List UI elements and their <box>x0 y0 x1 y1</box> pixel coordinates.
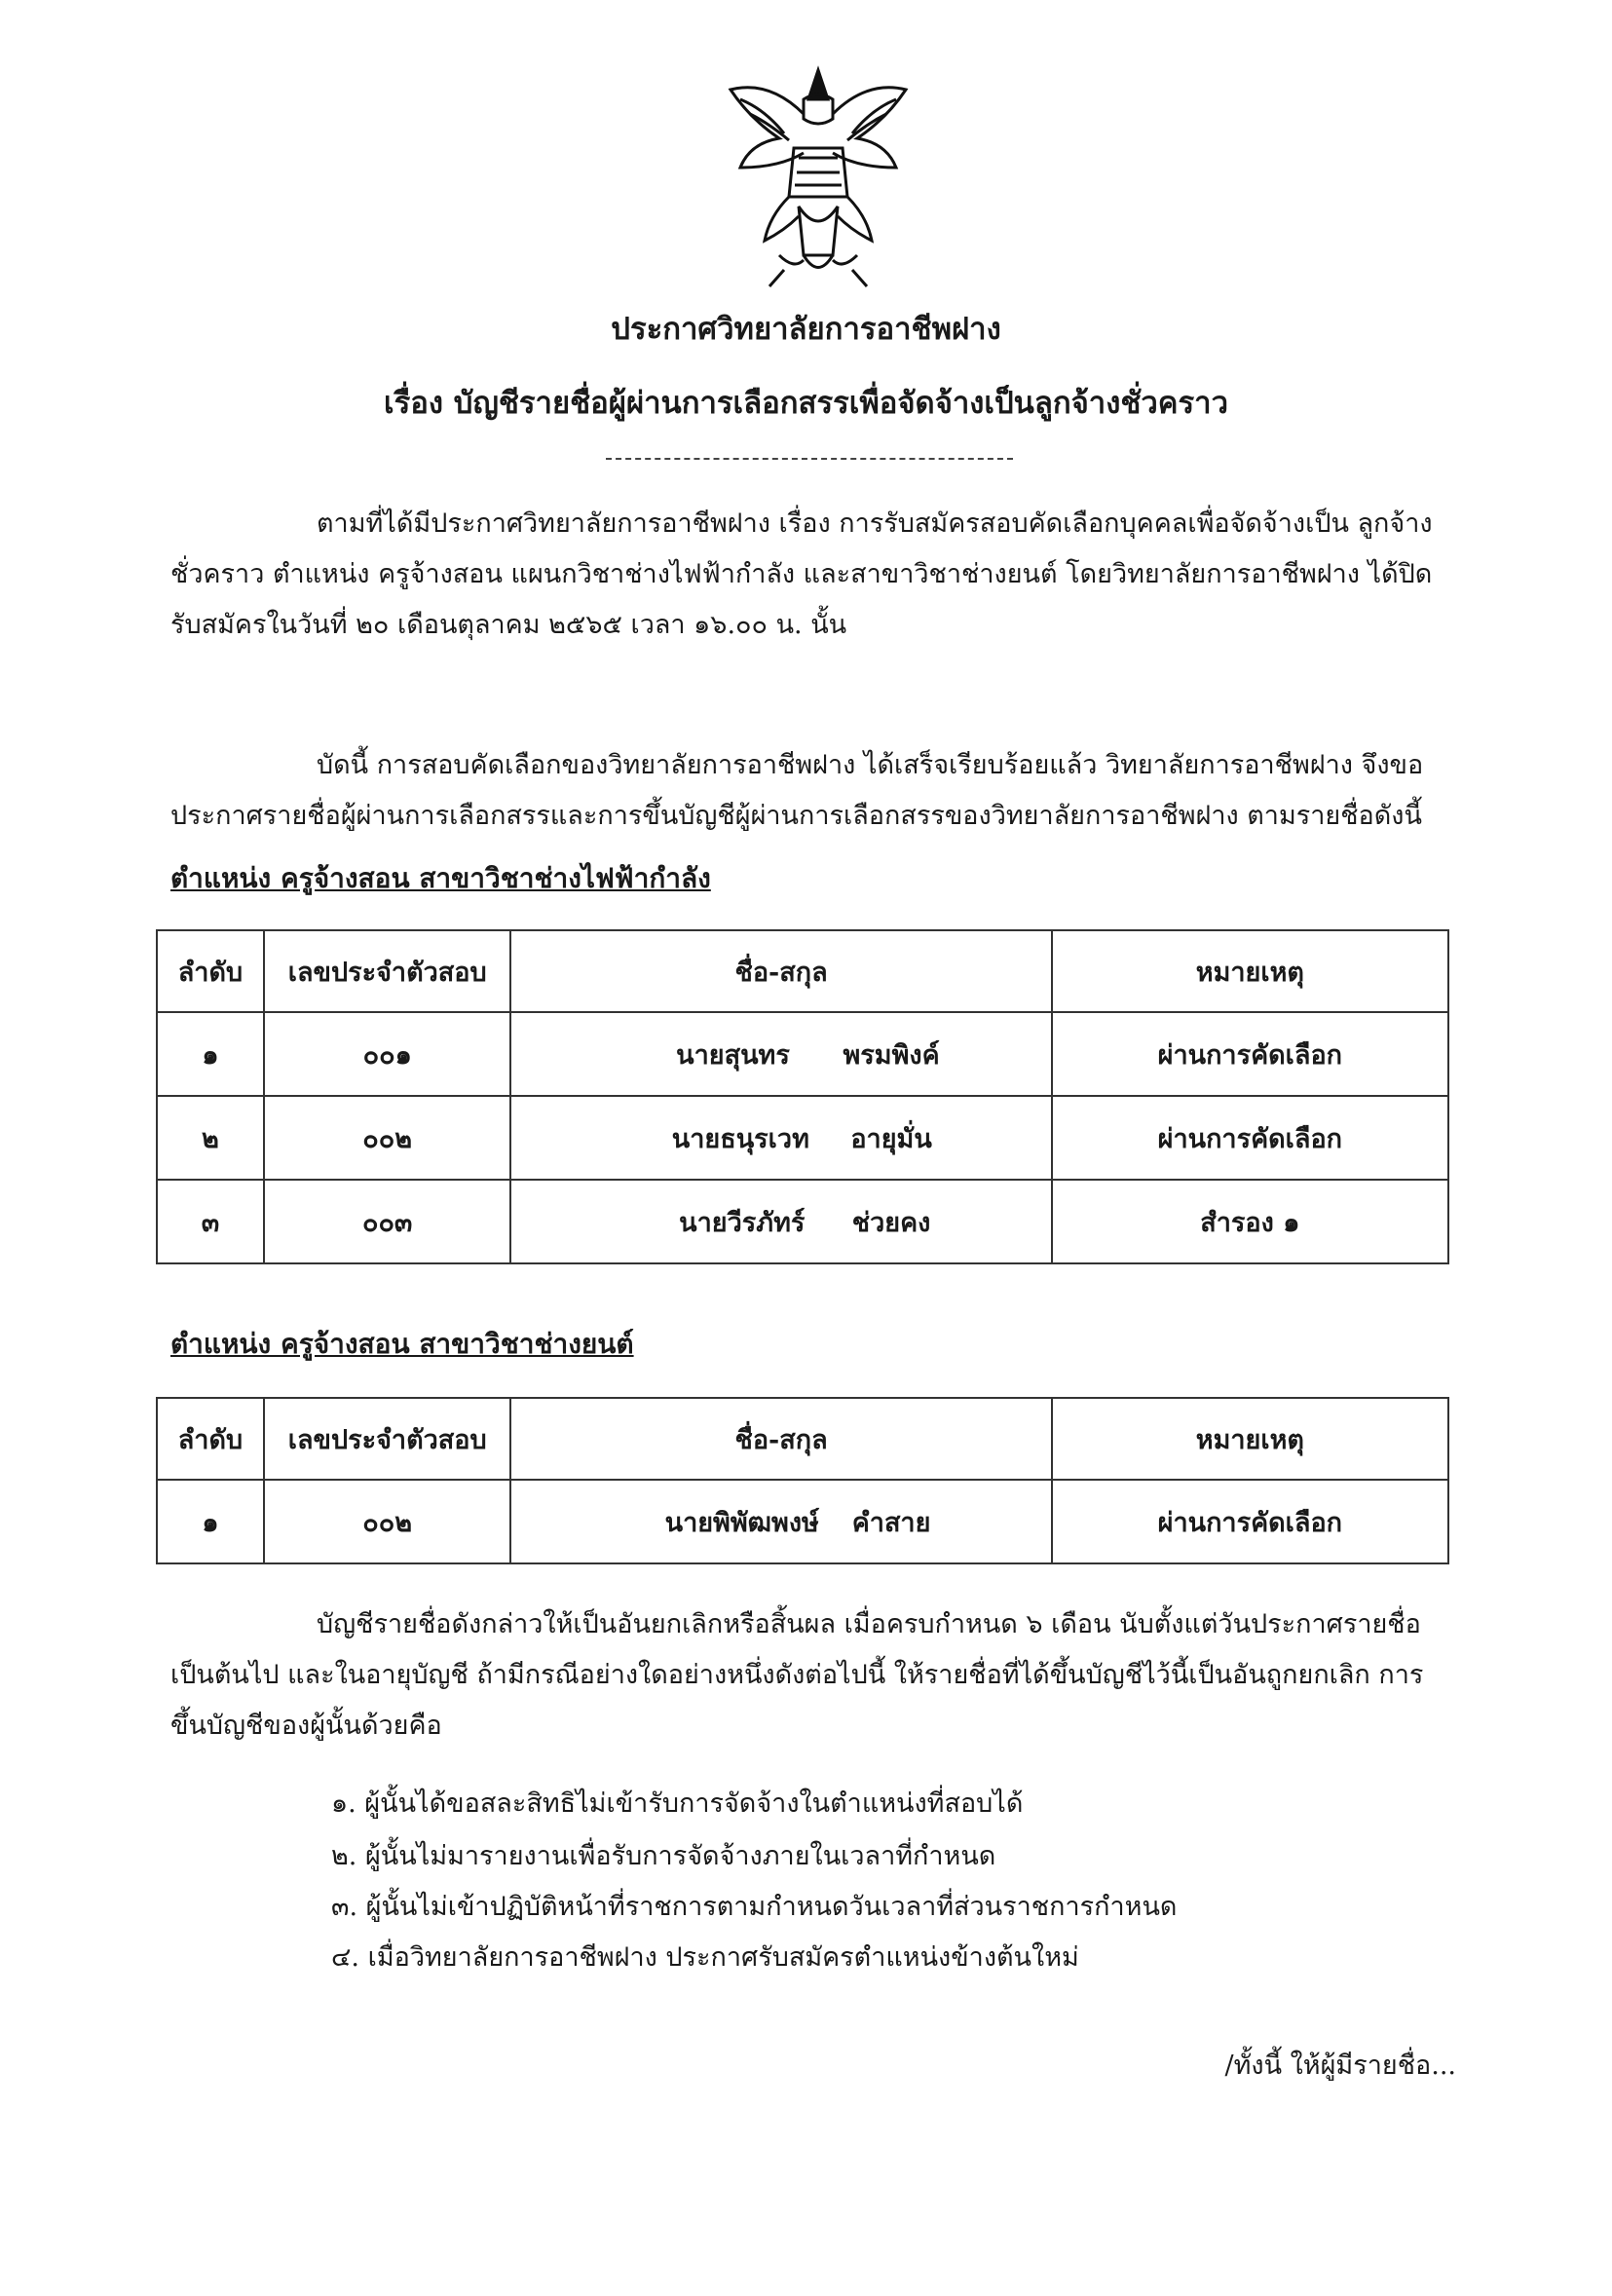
announcement-subject: เรื่อง บัญชีรายชื่อผู้ผ่านการเลือกสรรเพื่อจัดจ้างเป็นลูกจ้างชั่วคราว <box>383 386 1228 421</box>
cell-name <box>510 1012 1051 1096</box>
header-remark: หมายเหตุ <box>1052 1398 1448 1480</box>
cell-exam-id: ๐๐๒ <box>264 1480 511 1563</box>
section-heading-electrical: ตำแหน่ง ครูจ้างสอน สาขาวิชาช่างไฟฟ้ากำลัง <box>170 862 711 894</box>
paragraph-validity-text: บัญชีรายชื่อดังกล่าวให้เป็นอันยกเลิกหรือสิ้นผล เมื่อครบกำหนด ๖ เดือน นับตั้งแต่วันประกาศรายชื่อ เป็นต้นไป และในอายุบัญชี ถ้ามีกรณีอย่างใดอย่างหนึ่งดังต่อไปนี้ ให้รายชื่อที่ได้ขึ้นบัญชีไว้นี้เป็นอันถูกยกเลิก การขึ้นบัญชีของผู้นั้นด้วยคือ <box>170 1609 1424 1741</box>
header-name: ชื่อ-สกุล <box>510 1398 1051 1480</box>
paragraph-result-text: บัดนี้ การสอบคัดเลือกของวิทยาลัยการอาชีพฝาง ได้เสร็จเรียบร้อยแล้ว วิทยาลัยการอาชีพฝาง จึงขอประกาศรายชื่อผู้ผ่านการเลือกสรรและการขึ้นบัญชีผู้ผ่านการเลือกสรรของวิทยาลัยการอาชีพฝาง ตามรายชื่อดังนี้ <box>170 750 1424 831</box>
cell-remark: ผ่านการคัดเลือก <box>1052 1480 1448 1563</box>
cell-remark: สำรอง ๑ <box>1052 1180 1448 1263</box>
header-name: ชื่อ-สกุล <box>510 930 1051 1012</box>
table-header-row <box>157 930 1448 1012</box>
cell-name <box>510 1096 1051 1180</box>
first-name: นายสุนทร <box>676 1039 790 1071</box>
paragraph-validity <box>170 1600 1456 1751</box>
announcement-title: ประกาศวิทยาลัยการอาชีพฝาง <box>611 312 1001 347</box>
garuda-emblem-icon <box>711 60 925 294</box>
cell-remark: ผ่านการคัดเลือก <box>1052 1012 1448 1096</box>
table-row <box>157 1480 1448 1563</box>
condition-item: ๓. ผู้นั้นไม่เข้าปฏิบัติหน้าที่ราชการตามกำหนดวันเวลาที่ส่วนราชการกำหนด <box>331 1892 1178 1922</box>
first-name: นายวีรภัทร์ <box>679 1207 806 1238</box>
header-remark: หมายเหตุ <box>1052 930 1448 1012</box>
paragraph-intro-text: ตามที่ได้มีประกาศวิทยาลัยการอาชีพฝาง เรื่อง การรับสมัครสอบคัดเลือกบุคคลเพื่อจัดจ้างเป็น ลูกจ้างชั่วคราว ตำแหน่ง ครูจ้างสอน แผนกวิชาช่างไฟฟ้ากำลัง และสาขาวิชาช่างยนต์ โดยวิทยาลัยการอาชีพฝาง ได้ปิดรับสมัครในวันที่ ๒๐ เดือนตุลาคม ๒๕๖๕ เวลา ๑๖.๐๐ น. นั้น <box>170 508 1433 640</box>
first-name: นายพิพัฒพงษ์ <box>664 1507 819 1538</box>
table-row <box>157 1096 1448 1180</box>
cell-no: ๓ <box>157 1180 264 1263</box>
first-name: นายธนุรเวท <box>671 1123 809 1154</box>
cell-exam-id: ๐๐๑ <box>264 1012 511 1096</box>
last-name: คำสาย <box>851 1507 931 1538</box>
cell-name <box>510 1180 1051 1263</box>
last-name: ช่วยคง <box>851 1207 931 1238</box>
cell-no: ๑ <box>157 1012 264 1096</box>
section-heading-automotive: ตำแหน่ง ครูจ้างสอน สาขาวิชาช่างยนต์ <box>170 1328 634 1360</box>
cell-exam-id: ๐๐๒ <box>264 1096 511 1180</box>
paragraph-intro <box>170 499 1456 651</box>
last-name: พรมพิงค์ <box>843 1039 940 1071</box>
last-name: อายุมั่น <box>850 1123 932 1154</box>
cell-remark: ผ่านการคัดเลือก <box>1052 1096 1448 1180</box>
table-header-row <box>157 1398 1448 1480</box>
paragraph-result <box>170 740 1456 842</box>
condition-item: ๒. ผู้นั้นไม่มารายงานเพื่อรับการจัดจ้างภายในเวลาที่กำหนด <box>331 1841 996 1871</box>
cell-no: ๒ <box>157 1096 264 1180</box>
header-exam-id: เลขประจำตัวสอบ <box>264 930 511 1012</box>
header-exam-id: เลขประจำตัวสอบ <box>264 1398 511 1480</box>
condition-item: ๔. เมื่อวิทยาลัยการอาชีพฝาง ประกาศรับสมัครตำแหน่งข้างต้นใหม่ <box>331 1942 1079 1973</box>
header-no: ลำดับ <box>157 930 264 1012</box>
cell-name <box>510 1480 1051 1563</box>
continued-marker: /ทั้งนี้ ให้ผู้มีรายชื่อ... <box>1224 2051 1456 2081</box>
table-row <box>157 1180 1448 1263</box>
header-no: ลำดับ <box>157 1398 264 1480</box>
candidate-table-electrical <box>156 929 1449 1264</box>
table-row <box>157 1012 1448 1096</box>
cell-exam-id: ๐๐๓ <box>264 1180 511 1263</box>
cell-no: ๑ <box>157 1480 264 1563</box>
candidate-table-automotive <box>156 1397 1449 1564</box>
title-divider <box>606 458 1013 460</box>
condition-item: ๑. ผู้นั้นได้ขอสละสิทธิไม่เข้ารับการจัดจ้างในตำแหน่งที่สอบได้ <box>331 1788 1024 1819</box>
